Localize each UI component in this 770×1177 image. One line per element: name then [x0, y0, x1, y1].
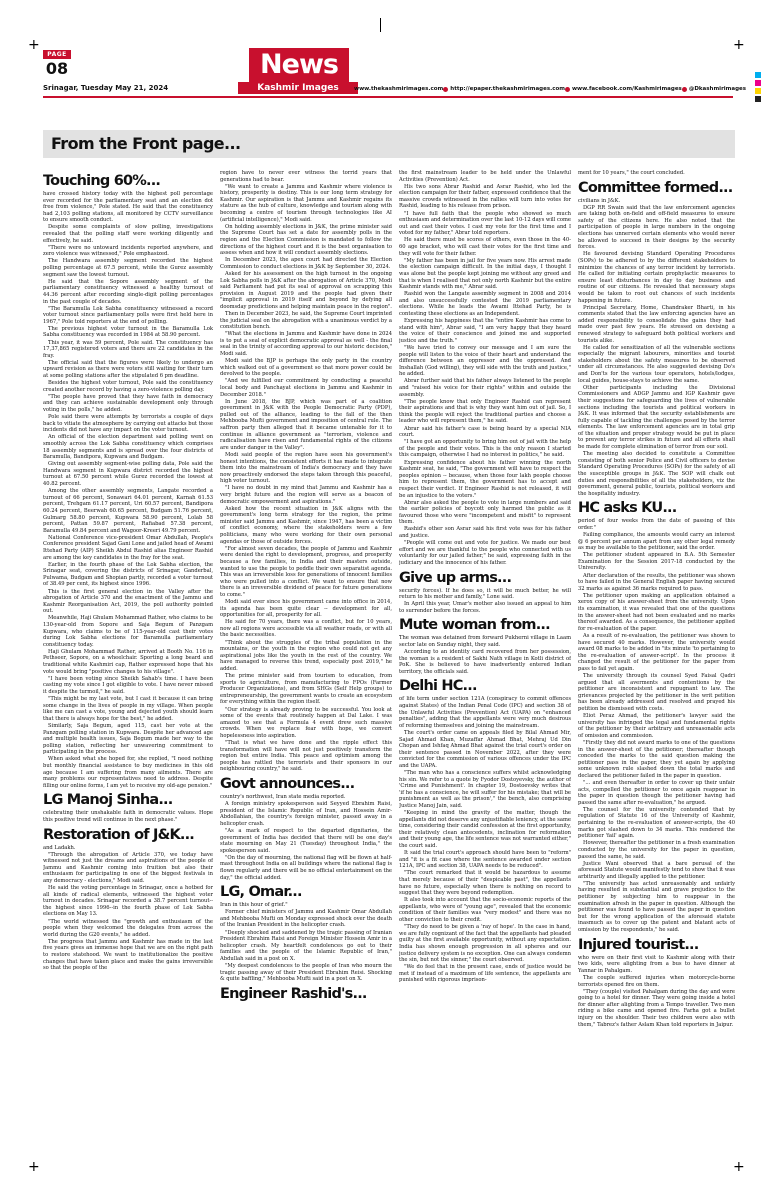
story-paragraph: Giving out assembly segment-wise polling data, Pole said the Handwara segment in Kupwara district recorded the highest turnout at 67.50 percent while Gurez recorded the lowest at 40.82 percent.	[43, 461, 213, 488]
story-paragraph: In June 2018, the BJP, which was part of a coalition government in J&K with the People Democratic Party (PDP), pulled out of the alliance, leading to the fall of the then Mehbooba Mufti government and imposition of central rule. The saffron party then alleged that it became untenable for it to continue in alliance government as "terrorism, violence and radicalisation have risen and fundamental rights of the citizens are under danger in the Valley".	[220, 398, 392, 451]
twitter-icon	[682, 87, 687, 92]
story-paragraph: "They (couple) visited Pahalgam during the day and were going to a hotel for dinner. They were going inside a hotel for dinner after alighting from a Tempo traveller. Two men riding a bike came and opened fire. Farha got a bullet injury on the shoulder. Their two children were also with them," Tabrez's father Aslam Khan told reporters in Jaipur.	[578, 988, 735, 1028]
column-2	[220, 170, 392, 1160]
story-paragraph: "That is what we have done and the ripple effect this transformation will have will not just positively transform the region but entire India. This peace and optimism among the people has rattled the terrorists and their sponsors in our neighbouring country," he said.	[220, 739, 392, 773]
story-paragraph: He said the voting percentage in Srinagar, once a hotbed for all kinds of radical elements, witnessed the highest voter turnout in decades. Srinagar recorded a 38.7 percent turnout--the highest since 1996--in the fourth phase of Lok Sabha elections on May 13.	[43, 885, 213, 918]
story-headline: HC asks KU...	[578, 500, 677, 517]
story-paragraph: Modi said ever since his government came into office in 2014, its agenda has been quite clear -- development for all, opportunities for all, prosperity for all.	[220, 599, 392, 619]
story-paragraph: "... and even thereafter in order to cover up their unfair acts, compelled the petitioner to once again reappear in the paper in question though the petitioner having had passed the same after re-evaluation," he argued.	[578, 779, 735, 806]
story-paragraph: Principal Secretary, Home, Chandraker Bharti, in his comments stated that the law enforcing agencies have an added responsibility to consolidate the gains they had made over past few years. He stressed on devising a renewed strategy to safeguard both political workers and tourists alike.	[578, 304, 735, 344]
crop-mark-bottom-right: +	[733, 1159, 745, 1175]
story-paragraph: Iran in this hour of grief."	[220, 902, 288, 909]
story-paragraph: "And we fulfilled our commitment by conducting a peaceful local body and Panchayat elections in Jammu and Kashmir in December 2018."	[220, 378, 392, 398]
story-paragraph: The court's order came on appeals filed by Bilal Ahmad Mir, Sajad Ahmad Khan, Muzaffar Ahmad Bhat, Mehraj Ud Din Chopan and Ishfaq Ahmad Bhat against the trial court's order on their sentence passed in November 2022, after they were convicted for the commission of various offences under the IPC and the UAPA.	[399, 729, 571, 769]
page-number: 08	[45, 59, 69, 78]
story-paragraph: This year, it was 59 percent, Pole said. The constituency has 17,37,865 registered voters and there are 22 candidates in the fray.	[43, 339, 213, 359]
story-paragraph: Haji Ghulam Mohammad Rather, arrived at Booth No. 116 in Pethseer, Sopore, on a wheelchair. Sporting a long beard and traditional white Kashmiri cap, Rather expressed hope that his vote would bring "positive changes to his village".	[43, 648, 213, 675]
story-paragraph: The woman was detained from forward Pukherni village in Laam sector late on Sunday night, they said.	[399, 635, 571, 648]
story-paragraph: Eliot Peraz Ahmad, the petitioner's lawyer said the university has infringed the legal and fundamental rights of the petitioner by their arbitrary and unreasonable acts of omission and commission.	[578, 713, 735, 739]
dateline: Srinagar, Tuesday May 21, 2024	[43, 84, 169, 92]
story-paragraph: In April this year, Umar's mother also issued an appeal to him to surrender before the forces.	[399, 601, 571, 614]
publication-ribbon: Kashmir Images	[238, 82, 358, 94]
story-paragraph: After declaration of the results, the petitioner was shown to have failed in the General English paper having secured 32 marks as against 36 marks required to pass.	[578, 572, 735, 592]
story-injured-tourist	[578, 937, 735, 1029]
story-paragraph: The previous highest voter turnout in the Baramulla Lok Sabha constituency was recorded in 1984 at 58.90 percent.	[43, 325, 213, 339]
story-paragraph: region have to never ever witness the torrid years that generations had to bear.	[220, 170, 392, 183]
story-paragraph: DGP RR Swain said that the law enforcement agencies are taking both on-field and off-field measures to ensure safety of the citizens here. He also noted that the participation of people in large numbers in the ongoing elections has unnerved certain elements who would never be allowed to succeed in their designs by the security forces.	[578, 204, 735, 251]
column-4	[578, 170, 735, 1160]
banner-title: From the Front page...	[51, 134, 241, 153]
story-paragraph: It also took into account that the socio-economic reports of the appellants, who were of "young age", revealed that the economic condition of their families was "very modest" and there was no other conviction to their credit.	[399, 897, 571, 924]
story-paragraph: "The man who has a conscience suffers whilst acknowledging his sin. We refer to a quote by Fyodor Dostoyevsky, the author of 'Crime and Punishment'. In chapter 19, Dostoevsky writes that 'if he has a conscience, he will suffer for his mistake; that will be punishment as well as the prison'," the bench, also comprising Justice Manoj Jain, said.	[399, 770, 571, 809]
column-1	[43, 170, 213, 1160]
story-paragraph: "Firstly they did not award marks to one of the questions in the answer-sheet of the petitioner; thereafter though conceded the marks to the said question making the petitioner pass in the paper, they yet again by applying some unknown rule slashed down the total marks and declared the petitioner failed in the paper in question.	[578, 739, 735, 779]
story-paragraph: Among the other assembly segments, Langate recorded a turnout of 66 percent, Sonawari 64.01 percent, Karnah 61.53 percent, Trehgam 61.17 percent, Uri 60.57 percent, Bandipora 60.24 percent, Beerwah 60.65 percent, Budgam 51.76 percent, Gulmarg 58.80 percent, Kupwara 58.90 percent, Lolab 58 percent, Pattan 59.87 percent, Rafiabad 57.38 percent, Baramulla 49.84 percent and Wagoor-Kreeri 49.79 percent.	[43, 488, 213, 534]
story-paragraph: His two sons Abrar Rashid and Asrar Rashid, who led the election campaign for their father, expressed confidence that the massive crowds witnessed in the rallies will turn into votes for Rashid, leading to his release from prison.	[399, 183, 571, 210]
story-paragraph: "The university has acted unreasonably and unfairly having resulted in substantial and grave prejudice to the petitioner by subjecting him to reappear in the examination afresh in the paper in question. Although the petitioner was found to have passed the paper in question but for the wrong application of the aforesaid statute inasmuch as to cover up the patent and blatant acts of omission by the respondents," he said.	[578, 880, 735, 934]
facebook-link[interactable]: www.facebook.com/Kashmirimages	[565, 86, 682, 92]
story-headline: LG, Omar...	[220, 884, 302, 901]
story-paragraph: Modi said people of the region have seen his government's honest intentions, the consistent efforts it has made to integrate them into the mainstream of India's democracy and they have now proactively endorsed the steps taken through this peaceful, high voter turnout.	[220, 451, 392, 485]
masthead-links	[347, 86, 747, 92]
story-paragraph: "For almost seven decades, the people of Jammu and Kashmir were denied the right to development, progress, and prosperity because a few families, in India and their masters outside, wanted to use the people to peddle their own separatist agenda. This was an irreversible loss for generations of innocent families who were pulled into a conflict. We want to ensure that now there is an irreversible dividend of peace for future generations to come."	[220, 545, 392, 598]
story-delhi-hc	[399, 678, 571, 984]
story-paragraph: period of four weeks from the date of passing of this order."	[578, 518, 735, 531]
story-paragraph: "I have no doubt in my mind that Jammu and Kashmir has a very bright future and the region will serve as a beacon of democratic empowerment and aspirations."	[220, 485, 392, 505]
story-paragraph: "The court remarked that it would be hazardous to assume that merely because of their "despicable past", the appellants have no future, especially when there is nothing on record to suggest that they were beyond redemption.	[399, 870, 571, 897]
story-paragraph: However, thereafter the petitioner in a fresh examination conducted by the university for the paper in question, passed the same, he said.	[578, 840, 735, 860]
story-paragraph: The couple suffered injuries when motorcycle-borne terrorists opened fire on them.	[578, 974, 735, 988]
story-lg-manoj	[43, 792, 213, 823]
story-paragraph: ment for 10 years," the court concluded.	[578, 170, 685, 176]
section-title: News	[249, 48, 349, 82]
story-paragraph: The Handwara assembly segment recorded the highest polling percentage at 67.5 percent, while the Gurez assembly segment saw the lowest turnout.	[43, 258, 213, 278]
story-paragraph: Expressing his happiness that the "entire Kashmir has come to stand with him", Abrar said, "I am very happy that they heard the voice of their conscience and joined me and supported justice and the truth."	[399, 318, 571, 344]
story-paragraph: security forces). If he does so, it will be much better, he will return to his mother and family," Lone said.	[399, 587, 571, 601]
story-paragraph: Meanwhile, Haji Ghulam Mohammad Rather, who claims to be 130-year-old from Sopore and Saja Begum of Panzgam Kupwara, who claims to be of 115-year-old cast their votes during Lok Sabha elections for Baramulla parliamentary constituency today.	[43, 615, 213, 648]
story-engineer-rashid-continued	[399, 170, 571, 567]
story-paragraph: have crossed history today with the highest poll percentage ever recorded for the parliamentary seat and an election dot free from violence," Pole stated. He said that the constituency had 2,103 polling stations, all monitored by CCTV surveillance to ensure smooth conduct.	[43, 191, 213, 224]
story-headline: Give up arms...	[399, 569, 512, 586]
story-paragraph: He said for 70 years, there was a conflict, but for 10 years, now all regions were accessible via all weather roads, or with all the basic necessities.	[220, 619, 392, 639]
story-paragraph: "Keeping in mind the gravity of the matter, though the appellants did not deserve any unjustifiable leniency, at the same time, considering their candid confession at the first opportunity, their relatively clean antecedents, inclination for reformation and their young age, the life sentence was not warranted either," the court said.	[399, 810, 571, 850]
story-paragraph: Besides the highest voter turnout, Pole said the constituency created another record by having a zero-violence polling day.	[43, 380, 213, 393]
newspaper-icon	[443, 87, 448, 92]
story-paragraph: In December 2023, the apex court had directed the Election Commission to conduct elections in J&K by September 30, 2024.	[220, 257, 392, 270]
story-headline: Delhi HC...	[399, 678, 477, 695]
story-paragraph: Former chief ministers of Jammu and Kashmir Omar Abdullah and Mehbooba Mufti on Monday expressed shock over the death of the Iranian President in the helicopter crash.	[220, 909, 392, 929]
story-paragraph: Abrar also asked the people to vote in large numbers and said the earlier policies of boycott only harmed the public as it favoured those who were "incompetent and misfit" to represent them.	[399, 499, 571, 526]
crop-mark-top-left: +	[28, 37, 40, 53]
story-paragraph: Abrar further said that his father always listened to the people and "raised his voice for their rights" within and outside the assembly.	[399, 378, 571, 398]
story-headline: Govt announces...	[220, 775, 355, 792]
story-paragraph: As a result of re-evaluation, the petitioner was shown to have secured 40 marks. However, the university would award 08 marks to be added in "its minute 'to pertaining to the re-evaluation of answer-script'. In the process it changed the result of the petitioner for the paper from pass to fail yet again.	[578, 632, 735, 672]
story-paragraph: When asked what she hoped for, she replied, "I need nothing but monthly financial assistance to buy medicines in this old age because I am suffering from many ailments. There are many problems our representatives need to address. Despite filling our online forms, I am yet to receive my old-age pension."	[43, 756, 213, 789]
story-paragraph: A foreign ministry spokesperson said Seyyed Ebrahim Raisi, president of the Islamic Republic of Iran, and Hossein Amir-Abdollahian, the country's foreign minister, passed away in a helicopter crash.	[220, 801, 392, 827]
story-headline: Committee formed...	[578, 179, 733, 196]
story-paragraph: "On the day of mourning, the national flag will be flown at half-mast throughout India on all buildings where the national flag is flown regularly and there will be no official entertainment on the day," the official added.	[220, 854, 392, 881]
story-paragraph: Rashid's other son Asrar said his first vote was for his father and justice.	[399, 526, 571, 540]
globe-icon	[347, 87, 352, 92]
story-paragraph: "Our strategy is already proving to be successful. You look at some of the events that routinely happen at Dal Lake. I was amazed to see that a Formula 4 event drew such massive crowds. When we replace fear with hope, we convert hopelessness into aspiration.	[220, 706, 392, 739]
twitter-link[interactable]: @Dkashmirimages	[682, 86, 746, 92]
story-paragraph: Abrar said his father's case is being heard by a special NIA court.	[399, 425, 571, 439]
masthead-rule	[43, 96, 733, 98]
story-paragraph: "Think about the struggles of the tribal population in the mountains, or the youth in the region who could not get any aspirational jobs like the youth in the rest of the country. We have managed to reverse this trend, especially post 2019," he added.	[220, 639, 392, 672]
story-paragraph: "People will come out and vote for justice. We made our best effort and we are thankful to the people who connected with us voluntarily for our jailed father," he said, expressing faith in the judiciary and the innocence of his father.	[399, 540, 571, 566]
story-paragraph: This is the first general election in the Valley after the abrogation of Article 370 and the enactment of the Jammu and Kashmir Reorganisation Act, 2019, the poll authority pointed out.	[43, 588, 213, 615]
story-restoration-continued	[220, 170, 392, 773]
story-paragraph: "The Baramulla Lok Sabha constituency witnessed a record voter turnout since parliamentary polls were first held here in 1967," Pole told reporters at the end of polling.	[43, 305, 213, 325]
epaper-link[interactable]: http://epaper.thekashmirimages.com	[443, 86, 565, 92]
story-paragraph: "The world witnessed the "growth and enthusiasm of the people when they welcomed the delegates from across the world during the G20 events," he added.	[43, 918, 213, 938]
front-page-banner	[43, 130, 735, 158]
story-paragraph: "Deeply shocked and saddened by the tragic passing of Iranian President Ebrahim Raisi and Foreign Minister Hossein Amir in a helicopter crash. My heartfelt condolences go out to their families and the people of the Islamic Republic of Iran," Abdullah said in a post on X.	[220, 929, 392, 962]
facebook-icon	[565, 87, 570, 92]
story-paragraph: celebrating their unshakable faith in democratic values. Hope this positive trend will continue in the next phase."	[43, 810, 213, 823]
story-paragraph: "Through the abrogation of Article 370, we today have witnessed not just the dreams and aspirations of the people of Jammu and Kashmir coming into fruition but also their enthusiasm for participating in one of the biggest festivals in any democracy - elections," Modi said.	[43, 851, 213, 884]
story-paragraph: Asked how the recent situation in J&K aligns with the government's long term strategy for the region, the prime minister said Jammu and Kashmir, since 1947, has been a victim of conflict economy, where the stakeholders were a few politicians, many who were working for their own personal agendas or those of outside forces.	[220, 505, 392, 545]
story-paragraph: Similarly, Saja Begum, aged 115, cast her vote at the Panzgam polling station in Kupwara. Despite her advanced age and multiple health issues, Saja Begum made her way to the polling station, reflecting her unwavering commitment to participating in the process.	[43, 722, 213, 756]
story-paragraph: Rashid won the Langate assembly segment in 2008 and 2014 and also unsuccessfully contested the 2019 parliamentary elections. While he leads the Awami Ittehad Party, he is contesting these elections as an Independent.	[399, 291, 571, 317]
story-paragraph: "We want to create a Jammu and Kashmir where violence is history, prosperity is destiny. This is our long term strategy for Kashmir. Our aspiration is that Jammu and Kashmir regains its stature as the hub of culture, knowledge and tourism along with becoming a centre of tourism through technologies like AI (artificial intelligence)," Modi said.	[220, 183, 392, 223]
masthead	[43, 48, 747, 95]
story-paragraph: civilians in J&K.	[578, 197, 621, 204]
story-paragraph: "I have been voting since Sheikh Sahab's time. I have been casting my vote since I got eligible to vote. I have never missed it despite the turmoil," he said.	[43, 675, 213, 695]
story-paragraph: "The people have proved that they have faith in democracy and they can achieve sustainable development only through voting in the polls," he added.	[43, 393, 213, 413]
story-paragraph: According to an identity card recovered from her possession, the woman is a resident of Sakhi Nath village in Kotli district of PoK. She is believed to have inadvertently entered Indian territory, the officials said.	[399, 649, 571, 675]
story-paragraph: The prime minister said from tourism to education, from sports to agriculture, from manufacturing to FPOs (Farmer Producer Organizations), and from SHGs (Self Help groups) to entrepreneurship, the government wants to create an ecosystem for everything within the region itself.	[220, 673, 392, 706]
story-paragraph: "As a mark of respect to the departed dignitaries, the government of India has decided that there will be one day's state mourning on May 21 (Tuesday) throughout India," the spokesperson said.	[220, 827, 392, 854]
yellow-swatch	[755, 88, 761, 94]
story-paragraph: and Ladakh.	[43, 844, 76, 851]
story-paragraph: Despite some complaints of slow polling, investigations revealed that the polling staff were working diligently and effectively, he said.	[43, 224, 213, 244]
story-paragraph: "My deepest condolences to the people of Iran who mourn the tragic passing away of their President Ebrahim Reisi. Shocking & quite baffling," Mehbooba Mufti said in a post on X.	[220, 963, 392, 983]
story-paragraph: country's northwest, Iran state media reported.	[220, 793, 346, 800]
story-paragraph: It said the trial court's approach should have been to "reform" and "it is a fit case where the sentence awarded under section 121A, IPC and section 38, UAPA needs to be reduced".	[399, 850, 571, 870]
story-touching	[43, 173, 213, 789]
story-paragraph: The progress that Jammu and Kashmir has made in the last five years gives an immense hope that we are on the right path to restore statehood. We want to institutionalize the positive changes that have taken place and make the gains irreversible so that the people of the	[43, 938, 213, 972]
story-paragraph: An official of the election department said polling went on smoothly across the Lok Sabha constituency which comprises 18 assembly segments and is spread over the four districts of Baramulla, Bandipora, Kupwara and Budgam.	[43, 434, 213, 461]
story-headline: LG Manoj Sinha...	[43, 792, 173, 809]
story-paragraph: Earlier, in the fourth phase of the Lok Sabha election, the Srinagar seat, covering the districts of Srinagar, Ganderbal, Pulwama, Budgam and Shopian partly, recorded a voter turnout of 38.49 per cent, its highest since 1996.	[43, 561, 213, 588]
story-paragraph: "I have full faith that the people who showed so much enthusiasm and determination over the last 10-12 days will come out and cast their votes. I cast my vote for the first time and I voted for my father," Abrar told reporters.	[399, 210, 571, 237]
story-paragraph: Other participants including the Divisional Commissioners and ADGP Jammu and IGP Kashmir gave their suggestions for safeguarding the lives of vulnerable sections including the tourists and political workers in J&K. It was informed that the security establishments are fully capable of tackling the challenges posed by the terror elements. The law enforcement agencies are in total grip of the situation and proper strategy would be put in place to prevent any terror strikes in future and all efforts shall be made for complete elimination of terror from our soil.	[578, 384, 735, 451]
story-paragraph: He said there must be scores of others, even those in the 40-60 age bracket, who will cast their votes for the first time and they will vote for their father.	[399, 237, 571, 257]
story-delhi-hc-continued	[578, 170, 735, 177]
story-headline: Restoration of J&K...	[43, 826, 195, 843]
story-lg-omar	[220, 884, 392, 983]
story-paragraph: "This might be my last vote, but I cast it because it can bring some change in the lives of people in my village. When people like me can cast a vote, young and dejected youth should learn that there is always hope for the best," he added.	[43, 696, 213, 722]
page-badge	[43, 50, 71, 78]
story-paragraph: The petitioner upon making an application obtained a xerox copy of his answer-sheet from the university. Upon its examination, it was revealed that one of the questions in the answer-sheet had not been evaluated and no marks thereof awarded. As a consequence, the petitioner applied for re-evaluation of the paper.	[578, 592, 735, 632]
story-paragraph: Failing compliance, the amounts would carry an interest @ 6 percent per annum apart from any other legal remedy as may be available to the petitioner, said the order.	[578, 532, 735, 552]
story-govt-announces	[220, 776, 392, 881]
story-mute-woman	[399, 617, 571, 675]
story-paragraph: National Conference vice-president Omar Abdullah, People's Conference president Sajad Gani Lone and jailed head of Awami Ittehad Party (AIP) Sheikh Abdul Rashid alias Engineer Rashid are among the key candidates in the fray for the seat.	[43, 534, 213, 561]
story-paragraph: The petitioner student appeared in B.A. 5th Semester Examination for the Session 2017-18 conducted by the University.	[578, 552, 735, 572]
story-give-up-arms	[399, 570, 571, 615]
story-paragraph: He said that the Sopore assembly segment of the parliamentary constituency witnessed a healthy turnout of 44.36 percent after recording single-digit polling percentages in the past couple of decades.	[43, 278, 213, 305]
story-paragraph: Expressing confidence about his father winning the north Kashmir seat, he said, "The government will have to respect the peoples opinion -- because, when those four lakh people choose him to represent them, the government has to accept and respect their verdict. If Engineer Rashid is not released, it will be an injustice to the voters."	[399, 459, 571, 499]
story-paragraph: "They do need to be given a 'ray of hope'. In the case in hand, we are fully cognizant of the fact that the appellants had pleaded guilty at the first available opportunity, without any expectation. India has shown enough progression in all spheres and our justice delivery system is no exception. One can always condemn the sin, but not the sinner," the court observed.	[399, 924, 571, 964]
story-paragraph: He favoured devising Standard Operating Procedures (SOPs) to be adhered to by the different stakeholders to minimize the chances of any terror incident by terrorists. He called for initiating certain prophylactic measures to ensure least disturbances in day to day business and routine of our citizens. He revealed that necessary steps would be taken to root out chances of such incidents happening in future.	[578, 251, 735, 304]
story-paragraph: Asked for his assessment on the high turnout in the ongoing Lok Sabha polls in J&K after the abrogation of Article 370, Modi said Parliament had put its seal of approval on scrapping this provision in August 2019 and the people had given their "implicit approval in 2019 itself and beyond by defying all doomsday predictions and helping maintain peace in the region".	[220, 270, 392, 310]
story-paragraph: "We do feel that in the present case, ends of justice would be met if instead of a maximum of life sentence, the appellants are punished with rigorous imprison-	[399, 964, 571, 984]
story-paragraph: The counsel for the university contended that by regulation of Statute 16 of the University of Kashmir, pertaining to the re-evaluation of answer-scripts, the 40 marks got slashed down to 34 marks. This rendered the petitioner 'fail' again.	[578, 806, 735, 840]
story-paragraph: "There were no untoward incidents reported anywhere, and zero violence was witnessed," Pole emphasized.	[43, 244, 213, 258]
website-link[interactable]: www.thekashmirimages.com	[347, 86, 443, 92]
story-headline: Injured tourist...	[578, 936, 699, 953]
magenta-swatch	[755, 80, 761, 86]
crop-mark-top-right: +	[733, 37, 745, 53]
story-headline: Touching 60%...	[43, 173, 161, 189]
story-paragraph: the first mainstream leader to be held under the Unlawful Activities (Prevention) Act.	[399, 170, 571, 183]
story-paragraph: "The people know that only Engineer Rashid can represent their aspirations and that is why they want him out of jail. So, I think the people will reject the traditional parties and choose a leader who will represent them," he said.	[399, 398, 571, 425]
story-paragraph: On holding assembly elections in J&K, the prime minister said the Supreme Court has set a date for assembly polls in the region and the Election Commission is mandated to follow the directions of the highest court and it is the best organisation to assess when and how it will conduct assembly elections.	[220, 223, 392, 257]
story-paragraph: "I have got an opportunity to bring him out of jail with the help of the people and their votes. This is the only reason I started this campaign, otherwise I had no interest in politics," he said.	[399, 439, 571, 459]
story-paragraph: Justice Wani observed that a bare perusal of the aforesaid Statute would manifestly tend to show that it was arbitrarily and illegally applied to the petitioner.	[578, 860, 735, 880]
black-swatch	[755, 96, 761, 102]
story-engineer-rashid	[220, 986, 392, 1003]
story-paragraph: The university through its counsel Syed Faisal Qadri argued that all averments and contentions by the petitioner are inconsistent and repugnant to law. The grievances projected by the petitioner in the writ petition has been already addressed and resolved and prayed his petition be dismissed with costs.	[578, 672, 735, 712]
story-paragraph: who were on their first visit to Kashmir along with their two kids, were alighting from a bus to have dinner at Yannar in Pahalgam.	[578, 954, 735, 974]
story-paragraph: The meeting also decided to constitute a Committee consisting of both senior Police and Civil officers to devise Standard Operating Procedures (SOPs) for the safety of all the susceptible groups in J&K. The SOP will chalk out duties and responsibilities of all the stakeholders, viz the government, general public, tourists, political workers and the hospitality industry.	[578, 451, 735, 497]
story-paragraph: Modi said the BJP is perhaps the only party in the country which walked out of a government so that more power could be devolved to the people.	[220, 358, 392, 378]
story-restoration	[43, 827, 213, 972]
crop-mark-bottom-left: +	[28, 1159, 40, 1175]
story-headline: Engineer Rashid's...	[220, 985, 367, 1002]
story-paragraph: Pole said there were attempts by terrorists a couple of days back to vitiate the atmosphere by carrying out attacks but those incidents did not have any impact on the voter turnout.	[43, 414, 213, 434]
column-3	[399, 170, 571, 1160]
story-paragraph: The official said that the figures were likely to undergo an upward revision as there were voters still waiting for their turn at some polling stations after the stipulated 6 pm deadline.	[43, 359, 213, 380]
color-register-swatches	[755, 72, 763, 104]
story-headline: Mute woman from...	[399, 617, 550, 634]
page-label: PAGE	[43, 50, 71, 59]
story-hc-asks-ku	[578, 500, 735, 933]
story-paragraph: He called for sensitization of all the vulnerable sections especially the migrant labourers, minorities and tourist stakeholders about the safety measures to be observed under all circumstances. He also suggested devising Do's and Don'ts for the various tour operators, hotels/lodges, local guides, house-stays to achieve the same.	[578, 344, 735, 384]
story-paragraph: of life term under section 121A (conspiracy to commit offences against States) of the Indian Penal Code (IPC) and section 38 of the Unlawful Activities (Prevention) Act (UAPA) on "enhanced penalties", adding that the appellants were very much desirous of reforming themselves and joining the mainstream.	[399, 696, 571, 729]
story-paragraph: "We have tried to convey our message and I am sure the people will listen to the voice of their heart and understand the difference between an oppressor and the oppressed. And Inshallah (God willing), they will side with the truth and justice," he added.	[399, 344, 571, 378]
register-tick	[380, 18, 381, 32]
story-paragraph: "My father has been in jail for five years now. His arrest made the election campaign difficult. In the initial days, I thought I was alone but the people kept joining me without any greed and that is when I realised that not only north Kashmir but the entire Kashmir stands with me," Abrar said.	[399, 257, 571, 291]
story-paragraph: "What the elections in Jammu and Kashmir have done in 2024 is to put a seal of explicit democratic approval as well - the final seal in the trinity of according approval to our historic decision," Modi said.	[220, 331, 392, 358]
story-committee-formed	[578, 180, 735, 498]
cyan-swatch	[755, 72, 761, 78]
story-paragraph: Then in December 2023, he said, the Supreme Court imprinted the judicial seal on the abrogation with a unanimous verdict by a constitution bench.	[220, 310, 392, 331]
